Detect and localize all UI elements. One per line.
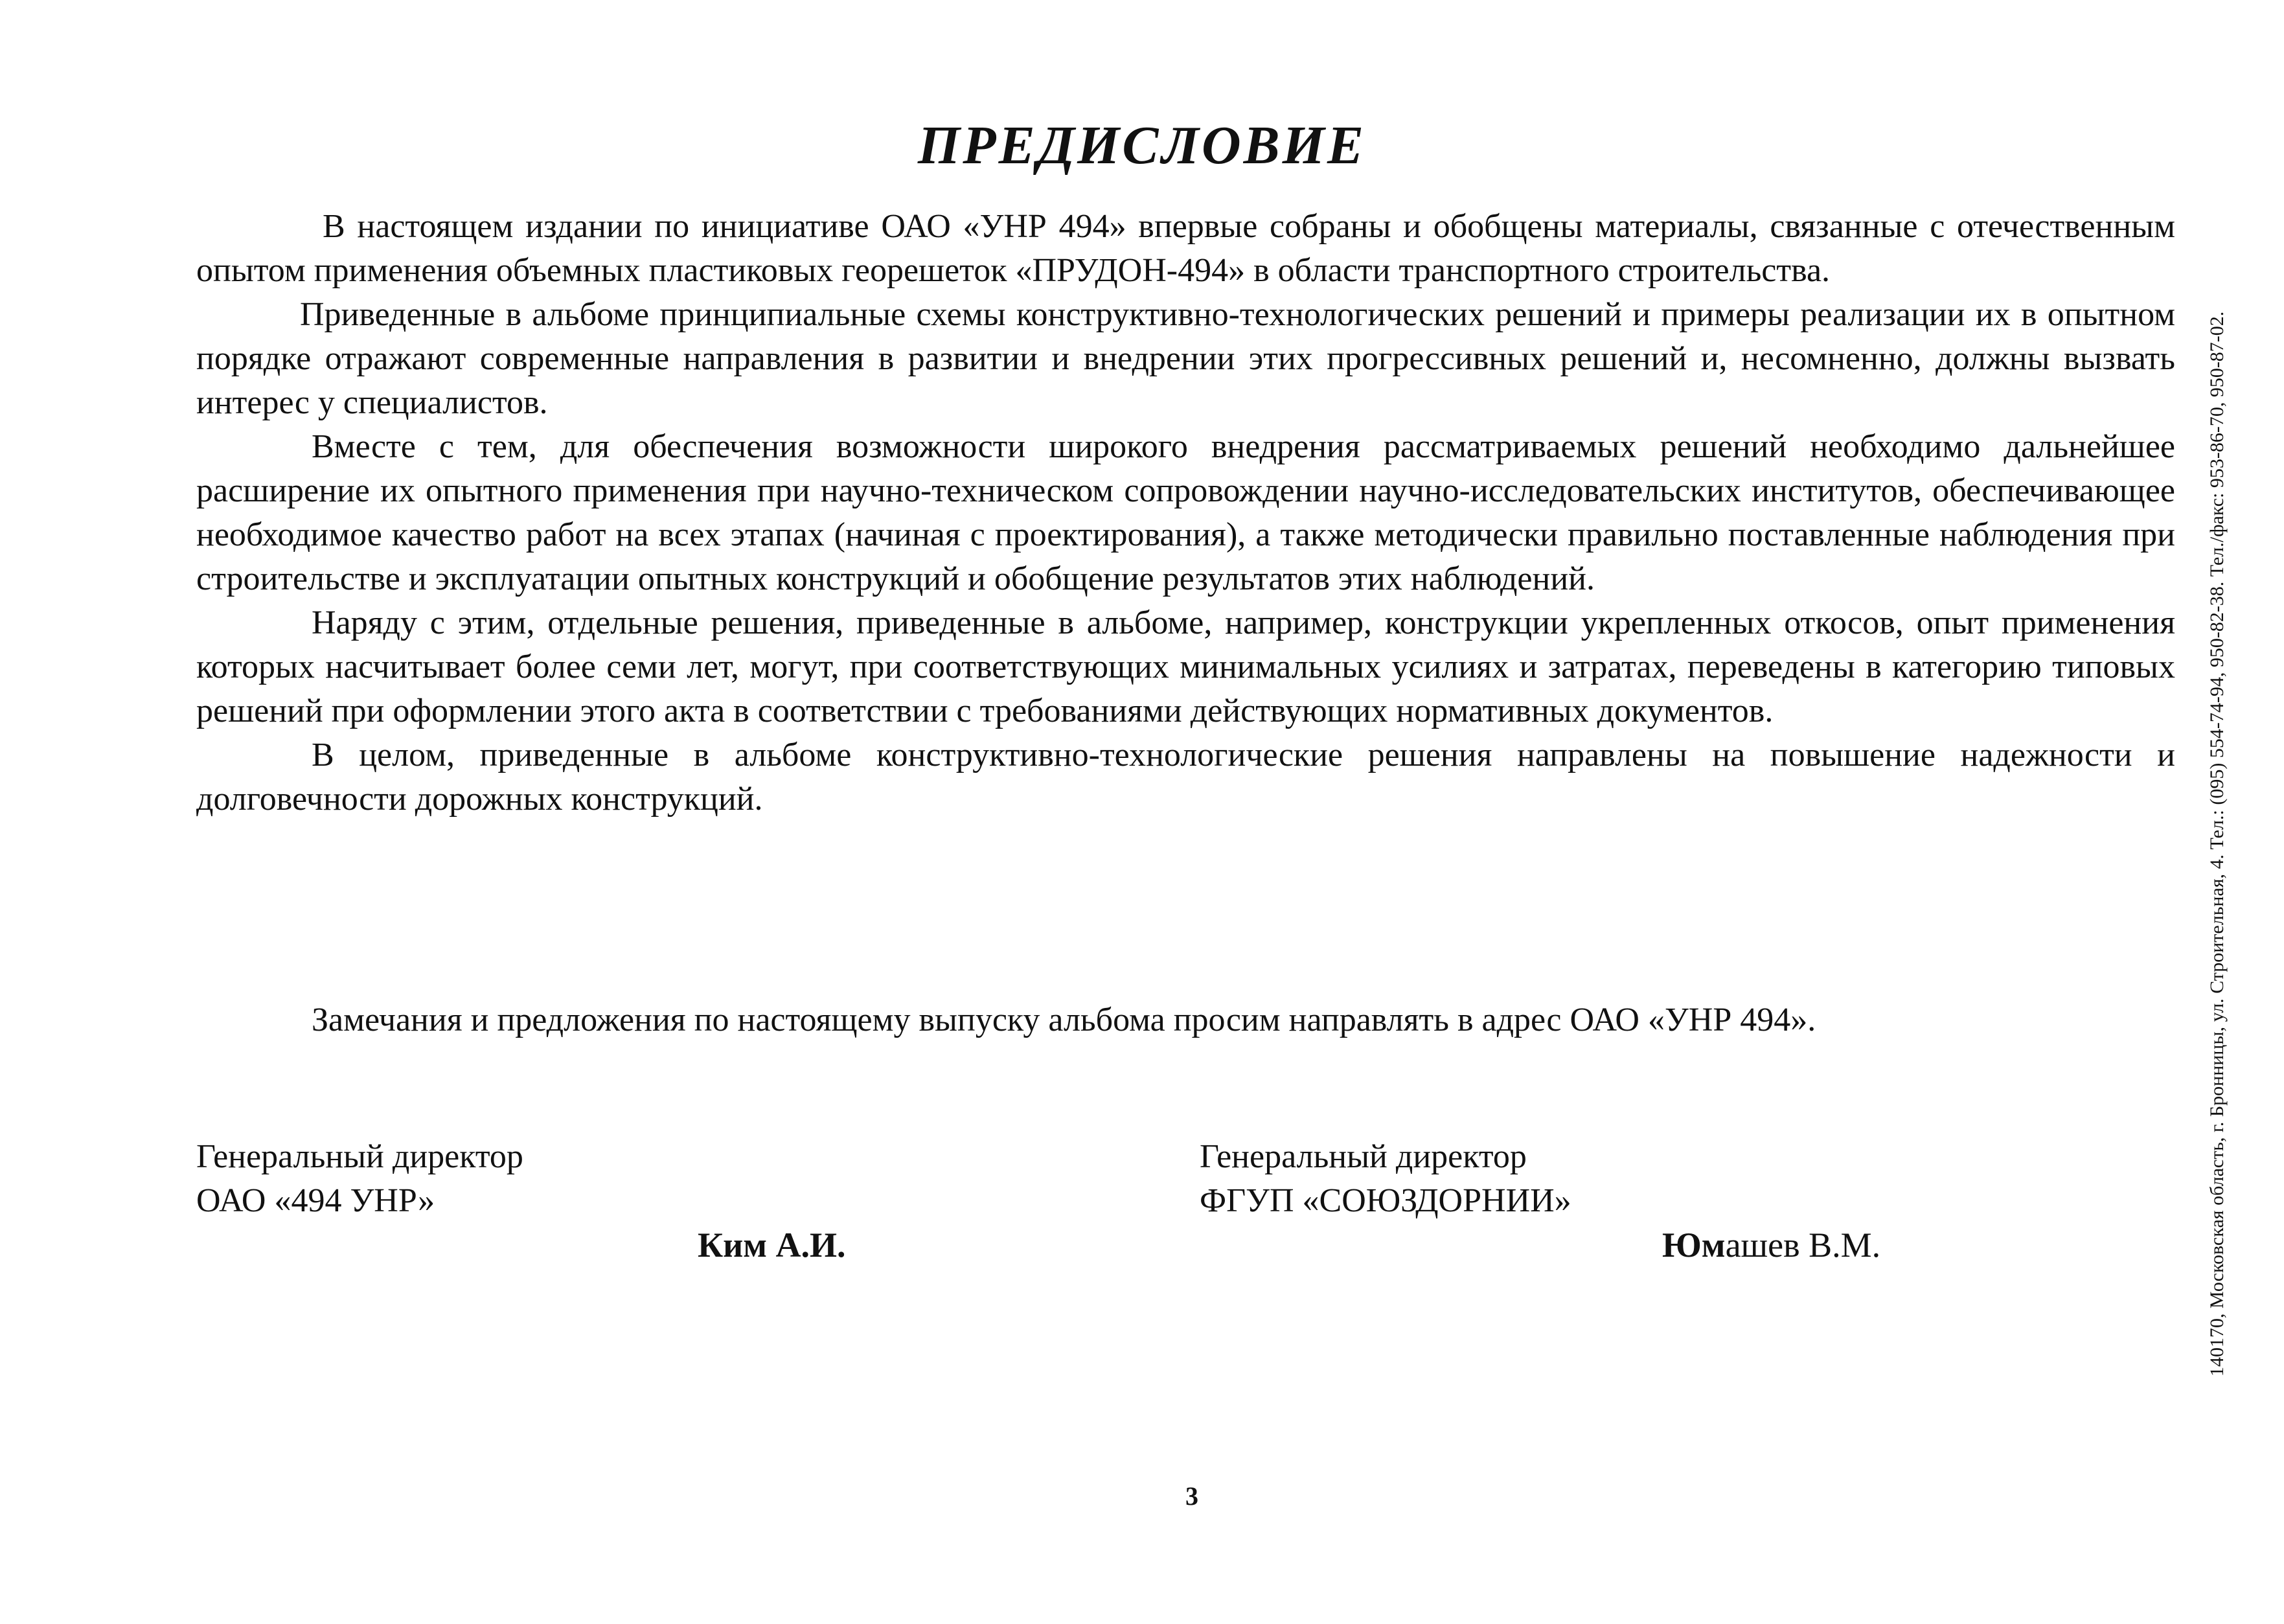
left-signatory-organization: ОАО «494 УНР» bbox=[196, 1182, 435, 1219]
page-title: ПРЕДИСЛОВИЕ bbox=[917, 115, 1367, 176]
left-signatory-position: Генеральный директор bbox=[196, 1138, 523, 1175]
right-signatory-name bbox=[1662, 1223, 1880, 1267]
paragraph: В настоящем издании по инициативе ОАО «УНР 494» впервые собраны и обобщены материалы, связанные с отечественным опытом применения объемных пластиковых георешеток «ПРУДОН-494» в области транспортного строительства. bbox=[196, 208, 2175, 289]
right-signatory-name-bold: Юм bbox=[1662, 1226, 1726, 1264]
page-number: 3 bbox=[1185, 1481, 1198, 1511]
paragraph: Наряду с этим, отдельные решения, приведенные в альбоме, например, конструкции укрепленных откосов, опыт применения которых насчитывает более семи лет, могут, при соответствующих минимальных усилиях и затратах, переведены в категорию типовых решений при оформлении этого акта в соответствии с требованиями действующих нормативных документов. bbox=[196, 604, 2175, 729]
side-address: 140170, Московская область, г. Бронницы, ул. Строительная, 4. Тел.: (095) 554-74-94, 950-82-38. Тел./факс: 953-86-70, 950-87-02. bbox=[2206, 311, 2228, 1377]
paragraph: Приведенные в альбоме принципиальные схемы конструктивно-технологических решений и примеры реализации их в опытном порядке отражают современные направления в развитии и внедрении этих прогрессивных решений и, несомненно, должны вызвать интерес у специалистов. bbox=[196, 296, 2175, 421]
right-signatory-name-rest: ашев В.М. bbox=[1725, 1226, 1881, 1264]
paragraph: В целом, приведенные в альбоме конструктивно-технологические решения направлены на повышение надежности и долговечности дорожных конструкций. bbox=[196, 737, 2175, 818]
paragraph: Вместе с тем, для обеспечения возможности широкого внедрения рассматриваемых решений необходимо дальнейшее расширение их опытного применения при научно-техническом сопровождении научно-исследовательских институтов, обеспечивающее необходимое качество работ на всех этапах (начиная с проектирования), а также методически правильно поставленные наблюдения при строительстве и эксплуатации опытных конструкций и обобщение результатов этих наблюдений. bbox=[196, 428, 2175, 597]
right-signatory-position: Генеральный директор bbox=[1200, 1138, 1527, 1175]
left-signatory-name: Ким А.И. bbox=[698, 1226, 846, 1264]
closing-note: Замечания и предложения по настоящему выпуску альбома просим направлять в адрес ОАО «УНР 494». bbox=[312, 1001, 1816, 1038]
body-text bbox=[196, 205, 2175, 821]
right-signatory-organization: ФГУП «СОЮЗДОРНИИ» bbox=[1200, 1182, 1571, 1219]
